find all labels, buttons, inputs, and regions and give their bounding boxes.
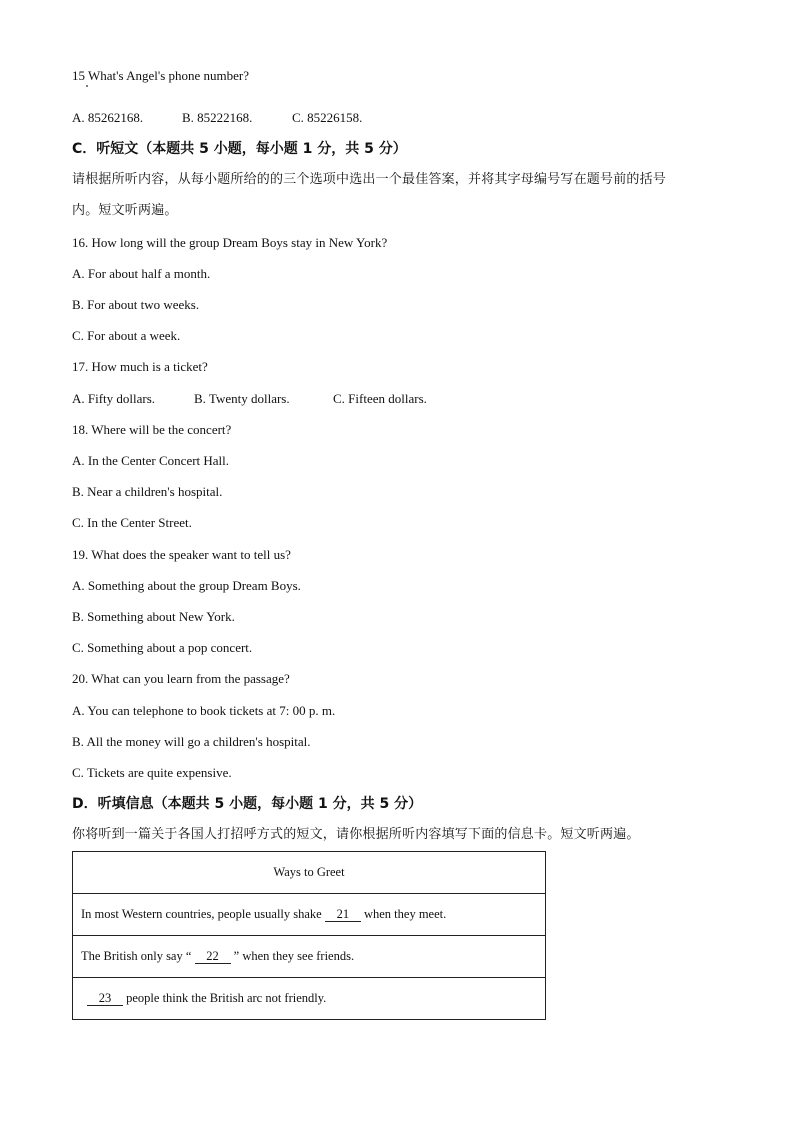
q18-question: 18. Where will be the concert? [72, 422, 232, 437]
row2-text-before: The British only say “ [81, 949, 195, 963]
q16-option-a: A. For about half a month. [72, 266, 211, 281]
table-cell-21 [73, 894, 546, 936]
q16-question: 16. How long will the group Dream Boys stay in New York? [72, 235, 388, 250]
q16-option-b: B. For about two weeks. [72, 297, 200, 312]
q19-option-c: C. Something about a pop concert. [72, 640, 253, 655]
table-row [73, 894, 546, 936]
row1-text-after: when they meet. [360, 907, 447, 921]
section-c-heading: C．听短文（本题共 5 小题，每小题 1 分，共 5 分） [72, 141, 407, 157]
blank-21[interactable]: 21 [325, 908, 361, 922]
q20-option-a: A. You can telephone to book tickets at 7: 00 p. m. [72, 703, 336, 718]
q17-options [72, 391, 427, 407]
q17-option-b: B. Twenty dollars. [194, 391, 290, 406]
table-cell-23 [73, 978, 546, 1020]
q15-question: 15 What's Angel's phone number? [72, 68, 250, 83]
table-title: Ways to Greet [73, 852, 546, 894]
q17-option-a: A. Fifty dollars. [72, 391, 156, 406]
q18-option-b: B. Near a children's hospital. [72, 484, 223, 499]
q15-option-c: C. 85226158. [292, 110, 363, 125]
row3-text-after: people think the British arc not friendly. [123, 991, 327, 1005]
section-d-heading: D．听填信息（本题共 5 小题，每小题 1 分，共 5 分） [72, 796, 423, 812]
stray-dot [86, 85, 88, 87]
q18-option-a: A. In the Center Concert Hall. [72, 453, 230, 468]
q17-question: 17. How much is a ticket? [72, 359, 208, 374]
q19-option-a: A. Something about the group Dream Boys. [72, 578, 301, 593]
q20-option-c: C. Tickets are quite expensive. [72, 765, 232, 780]
q16-option-c: C. For about a week. [72, 328, 181, 343]
q18-option-c: C. In the Center Street. [72, 515, 192, 530]
section-c-instruction-2: 内。短文听两遍。 [72, 203, 178, 218]
q19-question: 19. What does the speaker want to tell us? [72, 547, 291, 562]
row1-text-before: In most Western countries, people usually shake [81, 907, 325, 921]
q15-option-b: B. 85222168. [182, 110, 253, 125]
table-row [73, 978, 546, 1020]
q15-option-a: A. 85262168. [72, 110, 144, 125]
blank-23[interactable]: 23 [87, 992, 123, 1006]
section-c-instruction-1: 请根据所听内容，从每小题所给的的三个选项中选出一个最佳答案，并将其字母编号写在题号前的括号 [72, 172, 667, 187]
q20-question: 20. What can you learn from the passage? [72, 671, 290, 686]
q15-options [72, 110, 362, 126]
q19-option-b: B. Something about New York. [72, 609, 235, 624]
info-card-table [72, 851, 546, 1020]
table-cell-22 [73, 936, 546, 978]
table-row [73, 852, 546, 894]
table-row [73, 936, 546, 978]
blank-22[interactable]: 22 [195, 950, 231, 964]
q17-option-c: C. Fifteen dollars. [333, 391, 427, 406]
q20-option-b: B. All the money will go a children's hospital. [72, 734, 311, 749]
section-d-instruction: 你将听到一篇关于各国人打招呼方式的短文，请你根据所听内容填写下面的信息卡。短文听两遍。 [72, 827, 640, 842]
row2-text-after: ” when they see friends. [230, 949, 355, 963]
